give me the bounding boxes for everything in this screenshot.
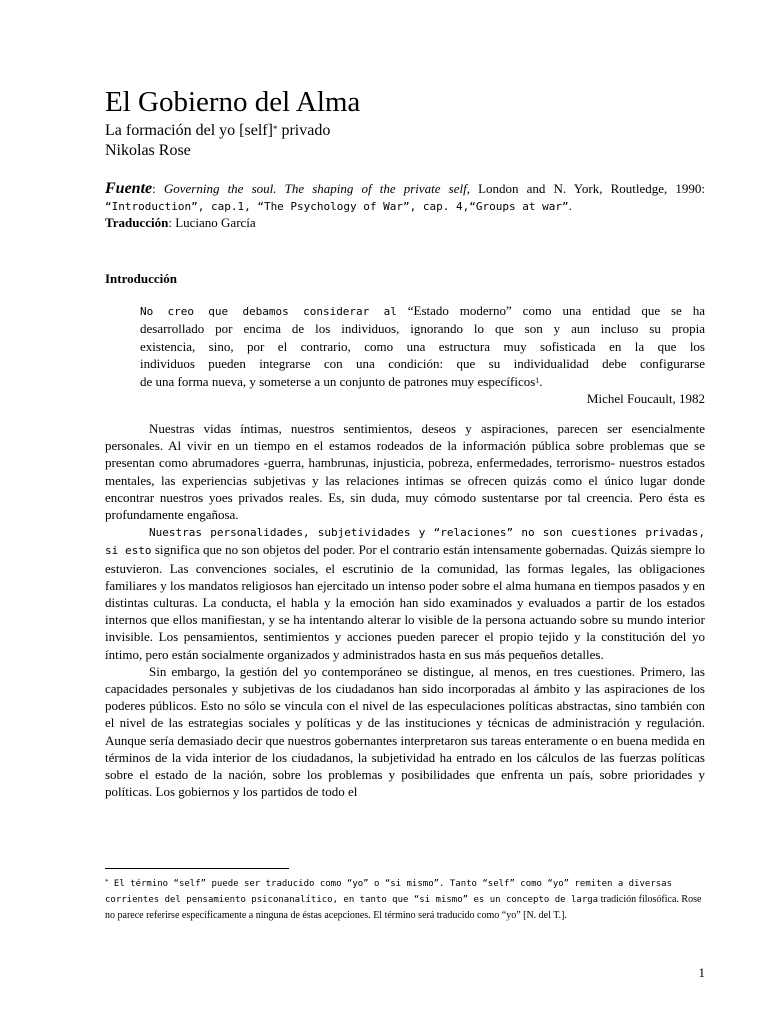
quote-line: existencia, sino, por el contrario, como una estructura muy sofisticada en la que los — [140, 338, 705, 354]
quote-line — [140, 302, 705, 320]
subtitle-text-end: privado — [277, 122, 331, 139]
page-number: 1 — [698, 965, 705, 980]
translation-label: Traducción — [105, 215, 169, 230]
source-citation — [105, 180, 705, 215]
quote-attribution: Michel Foucault, 1982 — [586, 391, 705, 407]
translation-credit — [105, 214, 256, 231]
source-colon: : — [152, 181, 164, 196]
quote-line: desarrollado por encima de los individuos, ignorando lo que son y aun incluso su propia — [140, 321, 705, 337]
footnote-mono-segment: El término “self” puede ser traducido como “yo” o “si mismo”. Tanto “self” como “yo” remiten a diversas corrientes del pensamiento psiconanalítico, en tanto que “si mismo” es un concepto de larga — [105, 879, 673, 905]
source-label: Fuente — [105, 180, 153, 197]
footnote — [105, 876, 705, 923]
quote-line-rest: “Estado moderno” como una entidad que se ha — [396, 303, 705, 318]
footnote-reference-mark[interactable]: * — [272, 124, 278, 134]
footnote-mark: * — [105, 878, 109, 886]
quote-line — [140, 373, 705, 390]
quote-line-mono: No creo que debamos considerar al — [140, 305, 397, 318]
footnote-separator — [105, 868, 289, 869]
body-text — [105, 420, 705, 800]
epigraph-quote — [140, 302, 705, 407]
section-heading-introduccion: Introducción — [105, 271, 177, 286]
source-publisher: , London and N. York, Routledge, 1990: — [466, 181, 705, 196]
translator-name: : Luciano García — [168, 215, 256, 230]
paragraph: Nuestras vidas íntimas, nuestros sentimientos, deseos y aspiraciones, parecen ser esencialmente personales. Al vivir en un tiempo en el estamos rodeados de la información pública sobre problemas que se presentan como abrumadores -guerra, hambrunas, injusticia, pobreza, enfermedades, terrorismo- nuestros estados mentales, las experiencias subjetivas y las relaciones intimas se ofrecen quizás como el único lugar donde encontrar nuestros yoes privados reales. Es, sin duda, muy cómodo sustentarse por tal creencia. Pero ésta es profundamente engañosa. — [105, 421, 705, 523]
document-author: Nikolas Rose — [105, 142, 191, 159]
document-title: El Gobierno del Alma — [105, 86, 361, 118]
footnote-segment: tradición filosófica. Rose no parece referirse específicamente a ninguna de éstas acepciones. El término será traducido como “yo” [N. del T.]. — [105, 894, 702, 921]
paragraph-mono-segment: Nuestras personalidades, subjetividades y “relaciones” no son cuestiones privadas, si esto — [105, 526, 705, 558]
paragraph: Sin embargo, la gestión del yo contemporáneo se distingue, al menos, en tres cuestiones. Primero, las capacidades personales y subjetivas de los ciudadanos han sido incorporadas al ámbito y las aspiraciones de los poderes públicos. Esto no sólo se vincula con el nivel de las especulaciones políticas abstractas, sino también con el nivel de las estrategias sociales y políticas y de las instituciones y técnicas de administración y regulación. Aunque sería demasiado decir que nuestros gobernantes interpretaron sus tareas enteramente o en buena medida en términos de la vida interior de los ciudadanos, la subjetividad ha entrado en los cálculos de las fuerzas políticas sobre el estado de la nación, sobre los problemas y posibilidades que enfrenta un país, sobre prioridades y políticas. Los gobiernos y los partidos de todo el — [105, 663, 705, 800]
source-end: . — [568, 198, 572, 213]
source-work-title: Governing the soul. The shaping of the private self — [163, 181, 467, 196]
document-subtitle — [105, 121, 330, 141]
endnote-reference-mark[interactable]: 1 — [535, 375, 540, 385]
quote-line-text: de una forma nueva, y someterse a un conjunto de patrones muy específicos — [140, 373, 536, 389]
paragraph — [105, 523, 705, 663]
quote-line-end: . — [539, 373, 543, 389]
source-chapters: “Introduction”, cap.1, “The Psychology of War”, cap. 4,“Groups at war” — [105, 200, 569, 213]
quote-line: individuos pueden integrarse con una condición: que su individualidad debe configurarse — [140, 356, 705, 372]
subtitle-text: La formación del yo [self] — [105, 122, 273, 139]
paragraph-segment: significa que no son objetos del poder. Por el contrario están intensamente gobernadas. Quizás siempre lo estuvieron. Las convenciones sociales, el escrutinio de la comunidad, las formas legales, las obligaciones familiares y los mandatos religiosos han ejercitado un intenso poder sobre el alma humana en tiempos pasados y en distintas culturas. La conducta, el habla y la emoción han sido examinados y evaluados a partir de los estados internos que ellos manifiestan, y se ha intentando alterar lo visible de la persona actuando sobre su mundo interior invisible. Los pensamientos, sentimientos y acciones pueden parecer el propio tejido y la constitución del yo íntimo, pero están socialmente organizados y administrados hasta en sus más pequeños detalles. — [105, 542, 706, 662]
